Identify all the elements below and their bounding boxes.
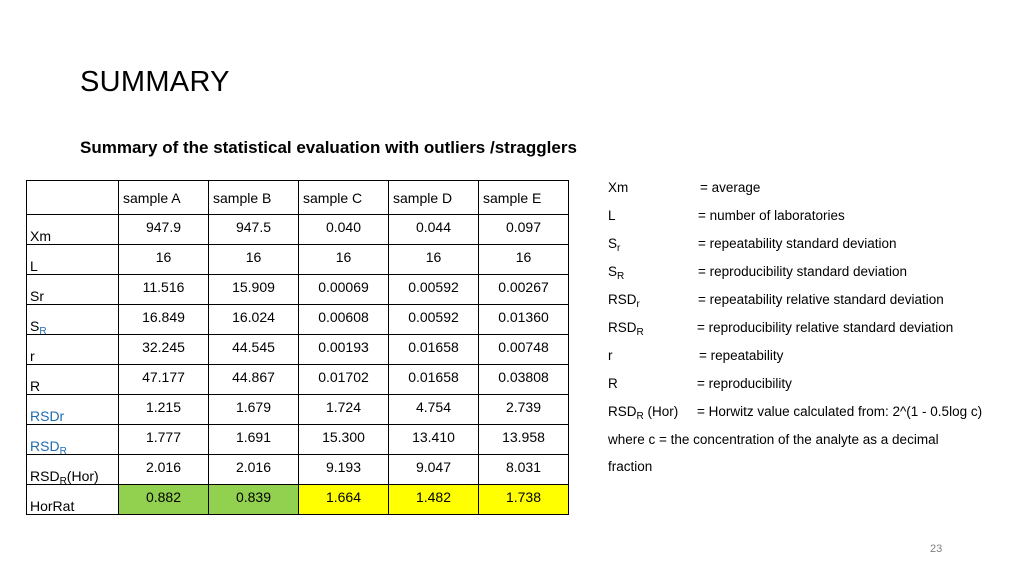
table-cell: 0.03808 xyxy=(479,365,569,395)
table-cell: 9.047 xyxy=(389,455,479,485)
table-cell: 1.724 xyxy=(299,395,389,425)
table-cell: 947.9 xyxy=(119,215,209,245)
legend-definition: = reproducibility standard deviation xyxy=(698,264,907,279)
row-label: $RSD_R$ xyxy=(27,425,119,455)
table-row-xm xyxy=(27,215,569,245)
table-cell: 0.097 xyxy=(479,215,569,245)
legend-definition: = Horwitz value calculated from: 2^(1 - 0.5log c) xyxy=(697,404,983,419)
table-cell-highlight-green: 0.839 xyxy=(209,485,299,515)
legend-term: $RSD_r$ xyxy=(608,292,640,310)
legend-term: L xyxy=(608,208,616,223)
table-cell: 16 xyxy=(119,245,209,275)
table-cell: 0.00069 xyxy=(299,275,389,305)
row-label: Xm xyxy=(27,215,119,245)
legend-item xyxy=(608,264,939,292)
table-row-rsdr xyxy=(27,395,569,425)
legend-item xyxy=(608,208,939,236)
legend-definition: = repeatability standard deviation xyxy=(698,236,897,251)
table-row-r xyxy=(27,335,569,365)
row-label: R xyxy=(27,365,119,395)
row-label: r xyxy=(27,335,119,365)
table-cell: 16 xyxy=(299,245,389,275)
legend-item xyxy=(608,292,944,320)
table-cell: 44.545 xyxy=(209,335,299,365)
table-cell: 0.00592 xyxy=(389,305,479,335)
table-cell: 2.739 xyxy=(479,395,569,425)
legend-note: where c = the concentration of the analyte as a decimal xyxy=(608,432,939,447)
legend-item xyxy=(608,236,939,264)
table-cell-highlight-yellow: 1.482 xyxy=(389,485,479,515)
table-cell: 44.867 xyxy=(209,365,299,395)
table-corner-cell xyxy=(27,181,119,215)
table-cell: 0.044 xyxy=(389,215,479,245)
table-cell: 16 xyxy=(479,245,569,275)
legend-item xyxy=(608,320,954,348)
legend-definition: = reproducibility relative standard deviation xyxy=(697,320,954,335)
table-cell: 0.00748 xyxy=(479,335,569,365)
slide-subtitle: Summary of the statistical evaluation with outliers /stragglers xyxy=(80,138,577,157)
table-cell: 0.01658 xyxy=(389,335,479,365)
legend-definition: = reproducibility xyxy=(697,376,792,391)
abbreviation-legend xyxy=(608,180,983,486)
legend-definition: = repeatability relative standard deviation xyxy=(698,292,944,307)
table-header-row xyxy=(27,181,569,215)
table-cell: 0.00267 xyxy=(479,275,569,305)
table-cell: 0.040 xyxy=(299,215,389,245)
column-header: sample B xyxy=(209,181,299,215)
table-cell: 16.024 xyxy=(209,305,299,335)
table-cell-highlight-yellow: 1.664 xyxy=(299,485,389,515)
column-header: sample D xyxy=(389,181,479,215)
table-cell: 4.754 xyxy=(389,395,479,425)
table-cell: 15.909 xyxy=(209,275,299,305)
table-cell: 0.01658 xyxy=(389,365,479,395)
row-label: HorRat xyxy=(27,485,119,515)
table-cell: 15.300 xyxy=(299,425,389,455)
table-cell: 47.177 xyxy=(119,365,209,395)
legend-item xyxy=(608,404,983,432)
table-cell-highlight-yellow: 1.738 xyxy=(479,485,569,515)
table-cell: 1.691 xyxy=(209,425,299,455)
statistics-table xyxy=(26,180,569,515)
table-cell: 1.777 xyxy=(119,425,209,455)
table-row-R xyxy=(27,365,569,395)
legend-definition: = average xyxy=(700,180,761,195)
table-cell: 8.031 xyxy=(479,455,569,485)
legend-term: $S_r$ xyxy=(608,236,621,254)
legend-note-continued: fraction xyxy=(608,459,653,474)
table-cell-highlight-green: 0.882 xyxy=(119,485,209,515)
legend-term: r xyxy=(608,348,613,363)
table-cell: 13.958 xyxy=(479,425,569,455)
page-number: 23 xyxy=(930,543,943,555)
legend-term: $S_R$ xyxy=(608,264,625,282)
table-cell: 0.01360 xyxy=(479,305,569,335)
table-row-sr xyxy=(27,275,569,305)
table-cell: 947.5 xyxy=(209,215,299,245)
table-row-horrat xyxy=(27,485,569,515)
legend-term: R xyxy=(608,376,618,391)
legend-item xyxy=(608,376,939,404)
row-label: RSDr xyxy=(27,395,119,425)
column-header: sample E xyxy=(479,181,569,215)
table-cell: 0.00193 xyxy=(299,335,389,365)
row-label: Sr xyxy=(27,275,119,305)
table-cell: 0.00592 xyxy=(389,275,479,305)
table-cell: 16 xyxy=(389,245,479,275)
legend-item xyxy=(608,348,939,376)
legend-term: $RSD_R$ (Hor) xyxy=(608,404,679,422)
table-cell: 2.016 xyxy=(119,455,209,485)
table-cell: 11.516 xyxy=(119,275,209,305)
row-label: $S_R$ xyxy=(27,305,119,335)
table-cell: 0.00608 xyxy=(299,305,389,335)
row-label: L xyxy=(27,245,119,275)
row-label: $RSD_R(Hor)$ xyxy=(27,455,119,485)
table-cell: 16 xyxy=(209,245,299,275)
table-row-rsdR-hor xyxy=(27,455,569,485)
column-header: sample A xyxy=(119,181,209,215)
legend-item xyxy=(608,180,939,208)
table-row-l xyxy=(27,245,569,275)
table-row-sR xyxy=(27,305,569,335)
legend-definition: = repeatability xyxy=(699,348,784,363)
table-cell: 16.849 xyxy=(119,305,209,335)
table-cell: 1.215 xyxy=(119,395,209,425)
table-row-rsdR xyxy=(27,425,569,455)
legend-term: Xm xyxy=(608,180,629,195)
legend-term: $RSD_R$ xyxy=(608,320,644,338)
table-cell: 2.016 xyxy=(209,455,299,485)
table-cell: 13.410 xyxy=(389,425,479,455)
table-cell: 1.679 xyxy=(209,395,299,425)
table-cell: 32.245 xyxy=(119,335,209,365)
table-cell: 0.01702 xyxy=(299,365,389,395)
legend-definition: = number of laboratories xyxy=(698,208,845,223)
column-header: sample C xyxy=(299,181,389,215)
slide-title: SUMMARY xyxy=(80,66,230,98)
table-cell: 9.193 xyxy=(299,455,389,485)
